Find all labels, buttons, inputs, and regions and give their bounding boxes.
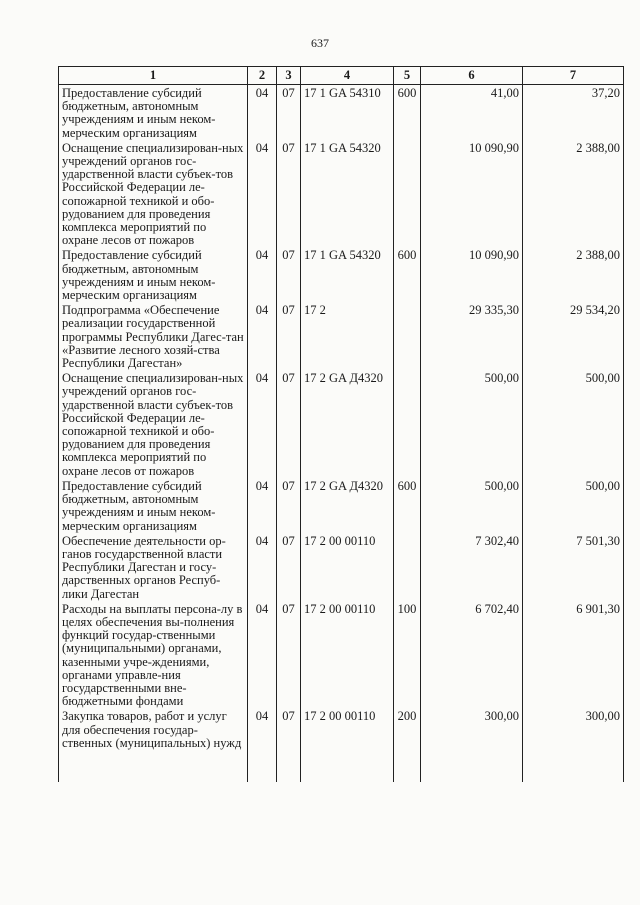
row-expense-type: 600 [394, 247, 421, 302]
row-amount-2: 7 501,30 [523, 533, 624, 601]
empty-cell [523, 750, 624, 782]
row-amount-2: 300,00 [523, 708, 624, 750]
row-amount-2: 2 388,00 [523, 140, 624, 248]
header-col-4: 4 [301, 67, 394, 85]
row-subsection-code: 07 [277, 247, 301, 302]
row-amount-1: 7 302,40 [421, 533, 523, 601]
row-name: Предоставление субсидий бюджетным, автономным учреждениям и иным неком-мерческим организациям [59, 247, 248, 302]
row-amount-1: 10 090,90 [421, 140, 523, 248]
row-target-article: 17 2 GA Д4320 [301, 478, 394, 533]
row-subsection-code: 07 [277, 601, 301, 709]
table-row [59, 478, 624, 533]
table-row [59, 708, 624, 750]
row-subsection-code: 07 [277, 140, 301, 248]
row-name: Оснащение специализирован-ных учреждений органов гос-ударственной власти субъек-тов Российской Федерации ле-сопожарной техникой и обо-рудованием для проведения комплекса мероприятий по охране лесов от пожаров [59, 370, 248, 478]
header-col-1: 1 [59, 67, 248, 85]
row-subsection-code: 07 [277, 85, 301, 140]
row-section-code: 04 [248, 708, 277, 750]
row-name: Расходы на выплаты персона-лу в целях обеспечения вы-полнения функций государ-ственными (муниципальными) органами, казенными учре-ждениями, органами управле-ния государственными вне-бюджетными фондами [59, 601, 248, 709]
empty-cell [277, 750, 301, 782]
row-amount-1: 6 702,40 [421, 601, 523, 709]
empty-cell [248, 750, 277, 782]
table-row [59, 140, 624, 248]
empty-cell [301, 750, 394, 782]
row-subsection-code: 07 [277, 708, 301, 750]
row-amount-1: 41,00 [421, 85, 523, 140]
row-amount-2: 500,00 [523, 370, 624, 478]
table-filler-row [59, 750, 624, 782]
row-amount-2: 6 901,30 [523, 601, 624, 709]
budget-table [58, 66, 624, 782]
row-name: Подпрограмма «Обеспечение реализации государственной программы Республики Дагес-тан «Развитие лесного хозяй-ства Республики Дагестан» [59, 302, 248, 370]
header-col-6: 6 [421, 67, 523, 85]
table-row [59, 85, 624, 140]
page-number: 637 [311, 36, 329, 50]
row-amount-2: 37,20 [523, 85, 624, 140]
row-target-article: 17 1 GA 54320 [301, 247, 394, 302]
row-subsection-code: 07 [277, 533, 301, 601]
empty-cell [421, 750, 523, 782]
row-section-code: 04 [248, 478, 277, 533]
header-col-7: 7 [523, 67, 624, 85]
row-expense-type: 100 [394, 601, 421, 709]
row-target-article: 17 2 [301, 302, 394, 370]
row-amount-2: 2 388,00 [523, 247, 624, 302]
row-name: Закупка товаров, работ и услуг для обеспечения государ-ственных (муниципальных) нужд [59, 708, 248, 750]
header-col-3: 3 [277, 67, 301, 85]
row-amount-2: 29 534,20 [523, 302, 624, 370]
row-amount-1: 500,00 [421, 370, 523, 478]
row-amount-1: 10 090,90 [421, 247, 523, 302]
row-section-code: 04 [248, 601, 277, 709]
row-expense-type [394, 302, 421, 370]
header-col-2: 2 [248, 67, 277, 85]
table-row [59, 533, 624, 601]
row-name: Оснащение специализирован-ных учреждений органов гос-ударственной власти субъек-тов Российской Федерации ле-сопожарной техникой и обо-рудованием для проведения комплекса мероприятий по охране лесов от пожаров [59, 140, 248, 248]
row-subsection-code: 07 [277, 478, 301, 533]
row-target-article: 17 2 00 00110 [301, 708, 394, 750]
row-section-code: 04 [248, 370, 277, 478]
row-section-code: 04 [248, 85, 277, 140]
table-row [59, 370, 624, 478]
row-expense-type: 600 [394, 478, 421, 533]
row-expense-type [394, 533, 421, 601]
row-amount-1: 300,00 [421, 708, 523, 750]
row-section-code: 04 [248, 302, 277, 370]
row-section-code: 04 [248, 533, 277, 601]
table-row [59, 302, 624, 370]
row-target-article: 17 2 00 00110 [301, 533, 394, 601]
empty-cell [59, 750, 248, 782]
table-row [59, 601, 624, 709]
empty-cell [394, 750, 421, 782]
header-col-5: 5 [394, 67, 421, 85]
row-target-article: 17 1 GA 54310 [301, 85, 394, 140]
row-subsection-code: 07 [277, 302, 301, 370]
row-name: Предоставление субсидий бюджетным, автономным учреждениям и иным неком-мерческим организациям [59, 478, 248, 533]
row-amount-1: 29 335,30 [421, 302, 523, 370]
row-section-code: 04 [248, 140, 277, 248]
table-row [59, 247, 624, 302]
row-target-article: 17 2 GA Д4320 [301, 370, 394, 478]
row-expense-type: 600 [394, 85, 421, 140]
row-target-article: 17 1 GA 54320 [301, 140, 394, 248]
row-amount-2: 500,00 [523, 478, 624, 533]
row-target-article: 17 2 00 00110 [301, 601, 394, 709]
row-expense-type: 200 [394, 708, 421, 750]
row-subsection-code: 07 [277, 370, 301, 478]
row-section-code: 04 [248, 247, 277, 302]
row-amount-1: 500,00 [421, 478, 523, 533]
row-name: Предоставление субсидий бюджетным, автономным учреждениям и иным неком-мерческим организациям [59, 85, 248, 140]
row-expense-type [394, 140, 421, 248]
row-name: Обеспечение деятельности ор-ганов государственной власти Республики Дагестан и госу-дарственных органов Респуб-лики Дагестан [59, 533, 248, 601]
header-row [59, 67, 624, 85]
row-expense-type [394, 370, 421, 478]
